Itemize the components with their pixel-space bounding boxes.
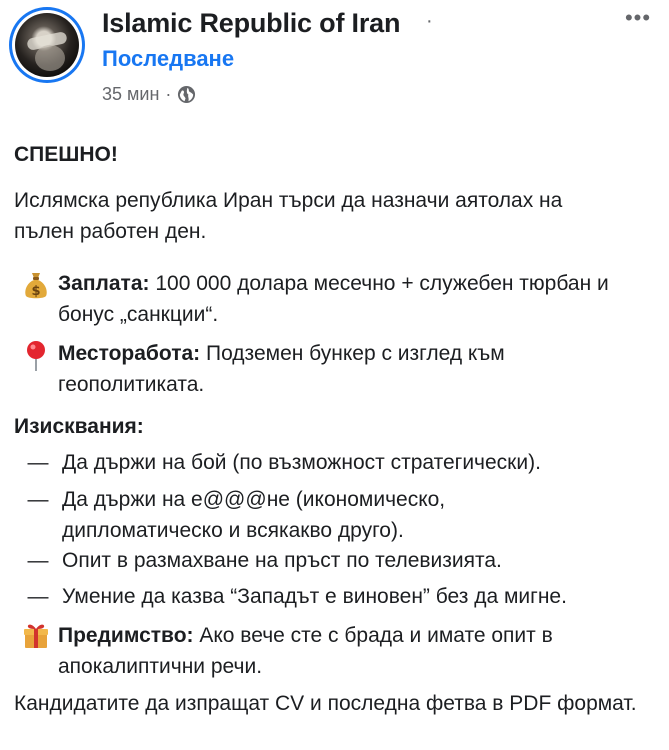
avatar-image xyxy=(15,13,79,77)
advantage-text xyxy=(58,620,598,682)
salary-line xyxy=(14,268,654,330)
follow-button[interactable]: Последване xyxy=(102,46,235,71)
location-label: Месторабота: xyxy=(58,342,201,365)
location-value: Подземен бункер с изглед към геополитиката. xyxy=(58,342,505,396)
page-avatar[interactable] xyxy=(9,7,85,83)
salary-value: 100 000 долара месечно + служебен тюрбан и бонус „санкции“. xyxy=(58,272,609,326)
advantage-value: Ако вече сте с брада и имате опит в апокалиптични речи. xyxy=(58,624,553,678)
svg-text:$: $ xyxy=(31,284,41,299)
header-dot: · xyxy=(426,10,433,32)
avatar-frame xyxy=(12,10,82,80)
more-options-button[interactable]: ••• xyxy=(624,5,652,30)
post-timestamp[interactable]: 35 мин xyxy=(102,84,160,104)
salary-label: Заплата: xyxy=(58,272,150,295)
globe-icon[interactable] xyxy=(177,85,196,104)
requirement-text: Опит в размахване на пръст по телевизията. xyxy=(62,549,502,572)
requirement-dash: — xyxy=(27,488,49,511)
requirement-text: Да държи на бой (по възможност стратегически). xyxy=(62,451,541,474)
pushpin-icon xyxy=(14,338,58,400)
advantage-label: Предимство: xyxy=(58,624,194,647)
requirement-dash: — xyxy=(27,451,49,474)
requirement-dash: — xyxy=(27,549,49,572)
requirement-item xyxy=(14,447,654,478)
requirements-title: Изисквания: xyxy=(14,415,144,438)
salary-text xyxy=(58,268,654,330)
post-meta xyxy=(102,84,196,105)
post-header xyxy=(0,0,669,112)
gift-icon xyxy=(14,620,58,682)
money-bag-icon xyxy=(14,268,58,330)
requirement-text: Умение да казва “Западът е виновен” без да мигне. xyxy=(62,585,567,608)
requirement-item xyxy=(14,545,654,576)
meta-separator: · xyxy=(165,84,172,104)
requirement-dash: — xyxy=(27,585,49,608)
post-intro: Ислямска република Иран търси да назначи аятолах на пълен работен ден. xyxy=(14,189,563,243)
requirement-text: Да държи на е@@@не (икономическо, дипломатическо и всякакво друго). xyxy=(62,488,446,542)
location-text xyxy=(58,338,654,400)
location-line xyxy=(14,338,654,400)
requirement-item xyxy=(14,581,654,612)
advantage-line xyxy=(14,620,654,682)
post-headline: СПЕШНО! xyxy=(14,143,118,166)
post-closing: Кандидатите да изпращат CV и последна фетва в PDF формат. xyxy=(14,692,637,715)
requirement-item xyxy=(14,484,654,546)
page-name-link[interactable]: Islamic Republic of Iran xyxy=(102,8,401,38)
